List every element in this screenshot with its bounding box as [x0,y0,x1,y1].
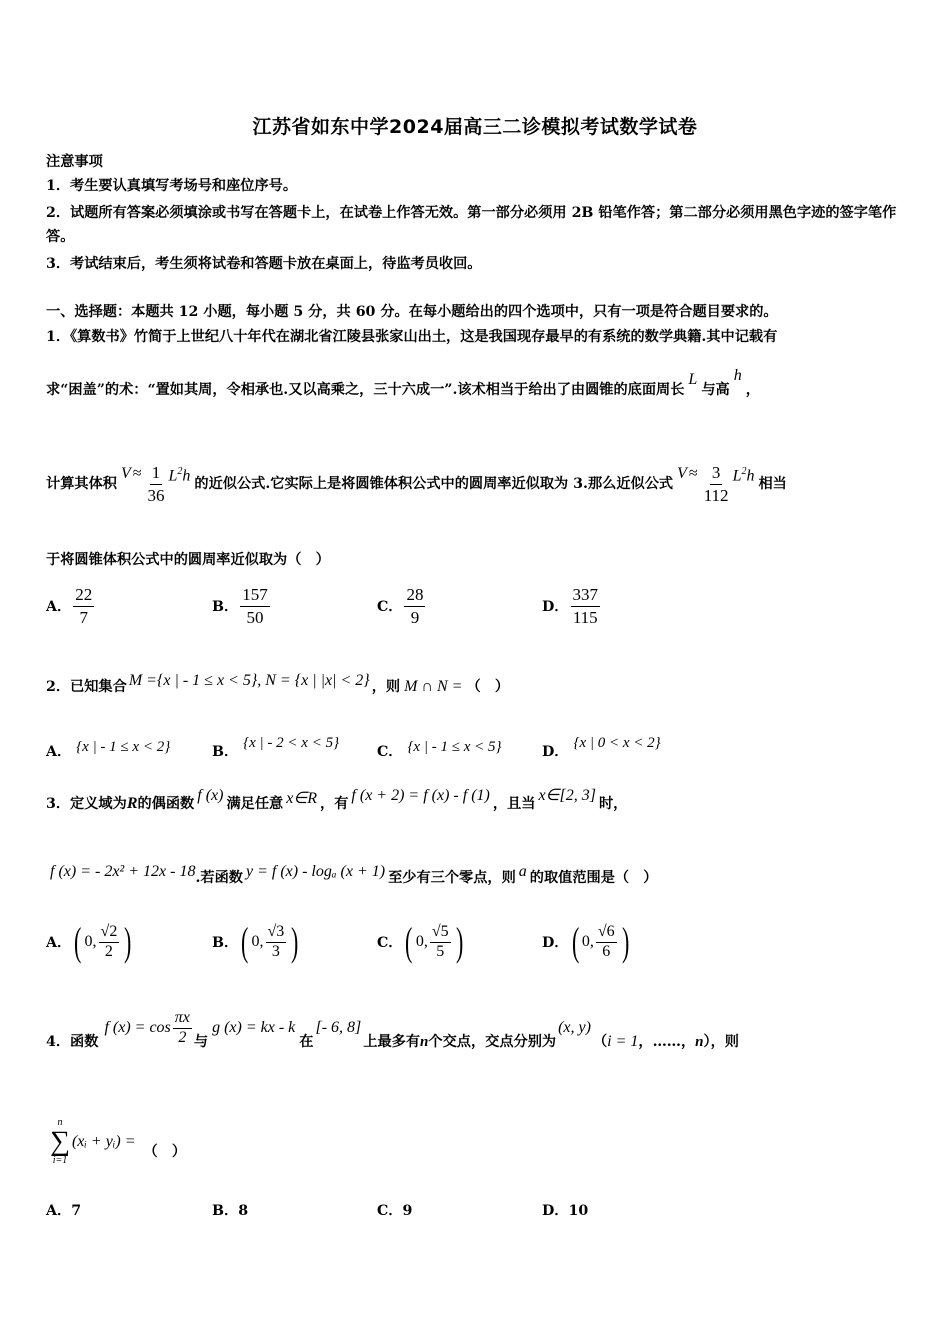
q1-option-c[interactable]: C． $\frac{28}{9}$ [377,585,424,627]
q2-option-d[interactable]: D． {x | 0 < x < 2} [542,735,661,760]
section-heading: 一、选择题：本题共 12 小题，每小题 5 分，共 60 分。在每小题给出的四个选项中，只有一项是符合题目要求的。 [46,304,778,320]
notice-item-1: 1．考生要认真填写考场号和座位序号。 [46,178,298,194]
q1-formula-fraction-2: $\frac{3}{112}$ [703,463,729,505]
q1-option-b[interactable]: B． $\frac{157}{50}$ [212,585,268,627]
q4-line1: 4．函数 f (x) = cos $\frac{\pi x}{2}$ 与 g (x) = kx - k 在 [- 6, 8] 上最多有 n 个交点，交点分别为 (x, y) （ i = 1 ，……， n ），则 [46,1009,739,1051]
q1-line2: 求“困盖”的术：“置如其周，令相承也.又以高乘之，三十六成一”.该术相当于给出了由圆锥的底面周长L与高h， [46,367,760,398]
q1-option-d[interactable]: D． $\frac{337}{115}$ [542,585,598,627]
notice-heading: 注意事项 [46,154,103,170]
q1-line3: 计算其体积 V ≈ $\frac{1}{36}$ $L^2h$ 的近似公式.它实际上是将圆锥体积公式中的圆周率近似取为 3.那么近似公式 V ≈ $\frac{3}{112}$ $L^2h$ 相当 [46,463,787,505]
q1-line1: 1．《算数书》竹简于上世纪八十年代在湖北省江陵县张家山出土，这是我国现存最早的有系统的数学典籍.其中记载有 [46,329,778,345]
q3-option-a[interactable]: A． ( 0, $\frac{√2}{2}$ ) [46,919,132,964]
notice-item-3: 3．考试结束后，考生须将试卷和答题卡放在桌面上，待监考员收回。 [46,256,482,272]
page-title: 江苏省如东中学2024届高三二诊模拟考试数学试卷 [252,116,698,138]
q3-line1: 3．定义域为R的偶函数 f (x) 满足任意 x∈R ，有 f (x + 2) = f (x) - f (1) ，且当 x∈[2, 3] 时， [46,787,628,812]
q1-line4: 于将圆锥体积公式中的圆周率近似取为（ ） [46,552,330,568]
q3-option-b[interactable]: B． ( 0, $\frac{√3}{3}$ ) [212,919,299,964]
q4-option-b[interactable]: B．8 [212,1203,249,1219]
q2-option-a[interactable]: A． {x | - 1 ≤ x < 2} [46,739,171,760]
q3-line2: f (x) = - 2x² + 12x - 18.若函数 y = f (x) - logₐ (x + 1) 至少有三个零点，则 a 的取值范围是（ ） [50,863,658,886]
q3-option-c[interactable]: C． ( 0, $\frac{√5}{5}$ ) [377,919,463,964]
q4-option-c[interactable]: C．9 [377,1203,413,1219]
q3-option-d[interactable]: D． ( 0, $\frac{√6}{6}$ ) [542,919,629,964]
q2-option-c[interactable]: C． {x | - 1 ≤ x < 5} [377,739,502,760]
q4-option-d[interactable]: D．10 [542,1203,589,1219]
summation-symbol: n ∑ i=1 [50,1117,70,1166]
q4-option-a[interactable]: A．7 [46,1203,82,1219]
q1-formula-fraction-1: $\frac{1}{36}$ [147,463,165,505]
notice-item-2: 2．试题所有答案必须填涂或书写在答题卡上，在试卷上作答无效。第一部分必须用 2B 铅笔作答；第二部分必须用黑色字迹的签字笔作答。 [46,205,897,245]
q2-option-b[interactable]: B． {x | - 2 < x < 5} [212,735,340,760]
q2-stem: 2．已知集合 M ={x | - 1 ≤ x < 5}, N = {x | |x| < 2} ，则 M ∩ N = （ ） [46,672,510,695]
q1-option-a[interactable]: A． $\frac{22}{7}$ [46,585,93,627]
q4-sum-line: n ∑ i=1 (xᵢ + yᵢ) = （ ） [50,1117,187,1166]
